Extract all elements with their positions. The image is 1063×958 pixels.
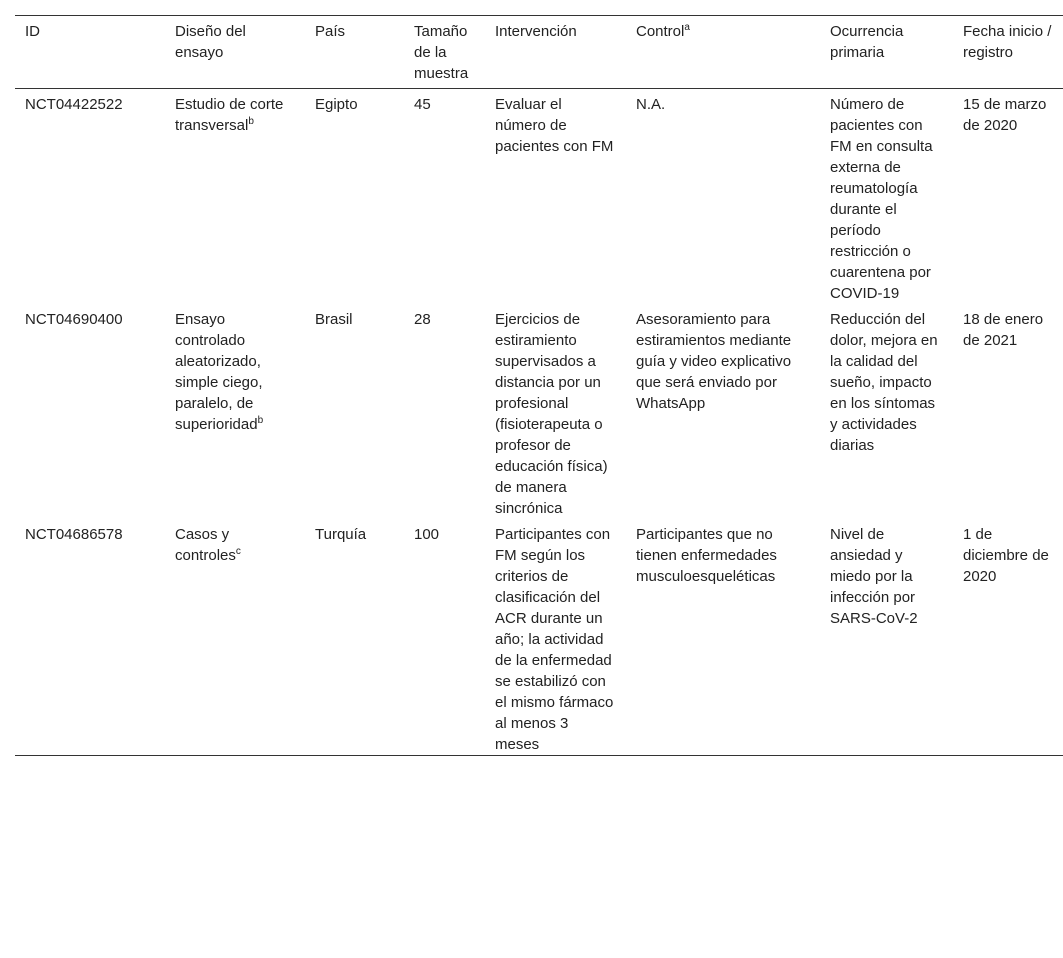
cell-control: N.A.: [636, 96, 666, 113]
cell-primary-outcome: Número de pacientes con FM en consulta externa de reumatología durante el período restricción o cuarentena por COVID-19: [830, 96, 933, 302]
cell-primary-outcome: Nivel de ansiedad y miedo por la infección por SARS-CoV-2: [830, 526, 918, 627]
cell-sample-size: 28: [414, 311, 431, 328]
cell-country: Egipto: [315, 96, 358, 113]
cell-primary-outcome: Reducción del dolor, mejora en la calidad del sueño, impacto en los síntomas y actividades diarias: [830, 311, 938, 454]
footnote-marker: c: [235, 546, 241, 557]
header-sample-size: Tamaño de la muestra: [414, 23, 469, 82]
header-primary-outcome: Ocurrencia primaria: [830, 23, 904, 61]
cell-start-date: 15 de marzo de 2020: [963, 96, 1047, 134]
table-row: [15, 304, 1063, 519]
cell-design: Estudio de corte transversal$^b$: [175, 96, 284, 134]
cell-id: NCT04686578: [25, 526, 123, 543]
table-body: [15, 89, 1063, 756]
cell-sample-size: 45: [414, 96, 431, 113]
table-row: [15, 89, 1063, 305]
footnote-marker: b: [248, 116, 254, 127]
header-country: País: [315, 23, 346, 40]
header-design: Diseño del ensayo: [175, 23, 246, 61]
clinical-trials-table: [15, 15, 1063, 756]
header-id: ID: [25, 23, 40, 40]
table-row: [15, 519, 1063, 756]
footnote-marker: a: [684, 22, 690, 33]
cell-design: Casos y controles$^c$: [175, 526, 241, 564]
cell-start-date: 1 de diciembre de 2020: [963, 526, 1049, 585]
cell-id: NCT04422522: [25, 96, 123, 113]
header-row: [15, 16, 1063, 89]
header-start-date: Fecha inicio / registro: [963, 23, 1052, 61]
cell-country: Turquía: [315, 526, 367, 543]
cell-intervention: Participantes con FM según los criterios de clasificación del ACR durante un año; la actividad de la enfermedad se estabilizó con el mismo fármaco al menos 3 meses: [495, 526, 614, 753]
header-intervention: Intervención: [495, 23, 577, 40]
cell-intervention: Ejercicios de estiramiento supervisados a distancia por un profesional (fisioterapeuta o profesor de educación física) de manera sincrónica: [495, 311, 608, 517]
table-header: [15, 16, 1063, 89]
cell-control: Asesoramiento para estiramientos mediante guía y video explicativo que será enviado por WhatsApp: [636, 311, 792, 412]
cell-country: Brasil: [315, 311, 353, 328]
header-control: Control$^a$: [636, 22, 690, 40]
cell-start-date: 18 de enero de 2021: [963, 311, 1044, 349]
cell-intervention: Evaluar el número de pacientes con FM: [495, 96, 614, 155]
cell-sample-size: 100: [414, 526, 440, 543]
footnote-marker: b: [257, 415, 264, 426]
cell-design: Ensayo controlado aleatorizado, simple ciego, paralelo, de superioridad$^b$: [175, 311, 264, 433]
cell-control: Participantes que no tienen enfermedades musculoesqueléticas: [636, 526, 777, 585]
cell-id: NCT04690400: [25, 311, 123, 328]
trials-table-container: [15, 15, 1063, 756]
